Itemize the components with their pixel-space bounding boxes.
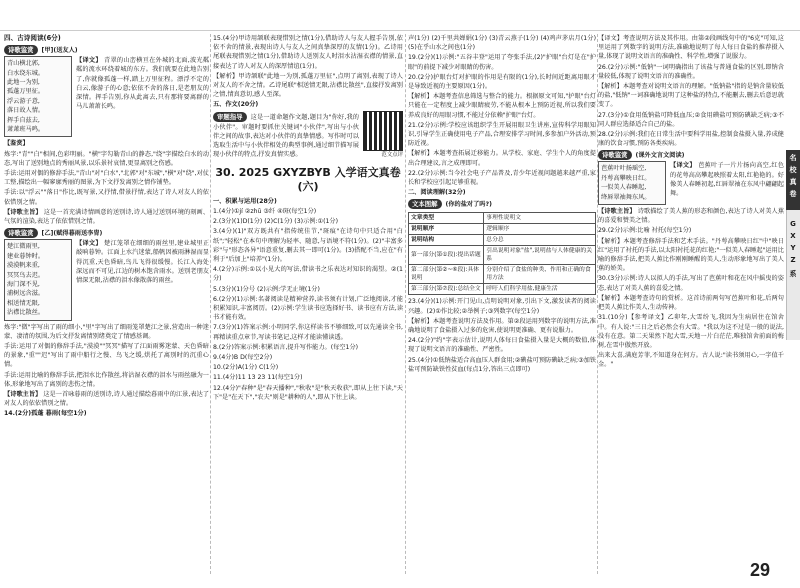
answer-item: 3.(4分)(1)"双方既共有"指传统佳节,"斑痕"在诗句中只适合用"白纸";"轻松"在本句中理解为轻率、随意,与语境不符(1分)。(2)"丰富多彩"与"形态各异"语意重复,删去其一即可(1分)。(3)搭配不当,应在"有利于"后加上"培养"(1分)。 xyxy=(213,228,403,264)
table-cell: 说明结构 xyxy=(409,235,484,246)
translation-text: 楚江笼罩在细细的雨丝里,建业城里正敲响暮钟。江面上水汽迷蒙,船帆因被雨淋湿而显得沉重,天色昏暗,鸟儿飞得很缓慢。长江入海处深远而不可见,江边的树木饱含雨水。送别老朋友情深无限,沾襟的泪水像散落的雨丝。 xyxy=(76,240,209,285)
table-cell: 第一部分(第①段):提出话题 xyxy=(409,246,484,265)
answer-item: 22.(2分)示例:当今社会电子产品普及,青少年近视问题越来越严重,家长和学校应引起足够重视。 xyxy=(408,169,596,187)
table-cell: 文章类型 xyxy=(409,213,484,224)
side-tab-char: Y xyxy=(790,244,796,252)
poem-line: 丹萼高攀映日红。 xyxy=(601,174,651,182)
answer-item: 9.(4分)B D(每空2分) xyxy=(213,354,273,362)
table-row xyxy=(409,213,596,224)
poem-block-b xyxy=(4,227,209,239)
analysis-paragraph: 手法:运用对偶的修辞手法,"青山"对"白水","北郭"对"东城","横"对"绕",对仗工整,描绘出一幅寥廓秀丽的图景,为下文抒发离别之情作铺垫。 xyxy=(4,170,209,187)
poem-c-text xyxy=(598,161,666,205)
qr-caption: 范文点评 xyxy=(381,151,403,158)
answer-item: 28.(2分)示例:我们在日常生活中要科学用盐,控制食盐摄入量,养成健康的饮食习惯,预防各类疾病。 xyxy=(598,131,784,148)
section-heading: 四、古诗阅读(6分) xyxy=(4,34,61,42)
poem-line: 相送情无限, xyxy=(7,299,40,307)
theme-a xyxy=(4,208,209,226)
table-row xyxy=(409,284,596,295)
tag-text-diagram: 文本图解 xyxy=(408,199,442,209)
answer-item: 19.(2分)(1)示例:"五谷丰登"运用了夸张手法,(2)"护眼"台灯是在"护眼"的前提下减少对眼睛的伤害。 xyxy=(408,54,596,71)
poem-line: 海门深不见, xyxy=(7,280,40,288)
answer-item: 26.(2分)示例:"低钠"一词明确指出了该盐与普通食盐的区别,即钠含量较低,体现了说明文语言的准确性。 xyxy=(598,63,784,80)
analysis-paragraph: 【解析】本题考查拓展迁移能力。从学校、家庭、学生个人的角度提出合理建议,言之成理即可。 xyxy=(408,150,596,167)
side-tab-char: 校 xyxy=(789,166,797,174)
section-heading: 二、阅读理解(32分) xyxy=(408,189,466,197)
answer-item: 1.(4分)①jí ②zhū ③纤 ④斑(每空1分) xyxy=(213,208,317,216)
poem-line: 建业暮钟时。 xyxy=(7,252,45,260)
theme-label: 【诗歌主旨】 xyxy=(598,208,636,216)
analysis-paragraph: 炼字:"微"字写出了雨的细小,"里"字写出了细雨笼罩楚江之景,营造出一种迷蒙、凄清的氛围,为后文抒发离情别绪奠定了情感基调。 xyxy=(4,323,209,340)
side-tab-char: G xyxy=(790,220,796,228)
answer-item: 25.(4分)①低钠盐适合高血压人群食用;②碘盐可预防碘缺乏病;③加铁盐可预防缺铁性贫血(每点1分,答出三点即可) xyxy=(408,356,596,373)
column-divider xyxy=(210,34,211,574)
translation-label: 【译文】 xyxy=(76,57,102,65)
answer-item: 6.(2分)(1)示例:名著阅读是精神营养,读书须有计划,广泛地阅读,才能积累知识,丰富阅历。(2)示例:学生读书应选择好书、读书应有方法,读书才能有效。 xyxy=(213,295,403,322)
table-cell: 引出说明对象"盐",说明盐与人体健康的关系 xyxy=(484,246,596,265)
column-2 xyxy=(213,34,403,574)
table-cell: 第二部分(第②~⑥段):具体说明 xyxy=(409,265,484,284)
answer-item: 12.(4分)"春种"是"春天播种","秋收"是"秋天收获",即从上往下读,"天下"是"在天下","农夫"则是"耕种的人",即从下往上读。 xyxy=(213,384,403,401)
answer-paragraph: 15.(4分)甲诗用颔联表现惜别之情(1分),借助诗人与友人握手告别,依依不舍的情景,表现出诗人与友人之间真挚深厚的友情(1分)。乙诗用尾联表现惜别之情(1分),借助诗人送别友人时泪水沾湿衣襟的情景,直接表达了诗人对友人的深厚情谊(1分)。 xyxy=(213,35,403,70)
table-row xyxy=(409,235,596,246)
poem-line: 一似美人春睡起, xyxy=(601,184,647,192)
answer-item: 23.(4分)(1)示例:开门见山,点明说明对象,引出下文,激发读者的阅读兴趣。(2)①作比较;②举例子;③列数字(每空1分) xyxy=(408,298,596,315)
theme-label: 【诗歌主旨】 xyxy=(4,208,42,216)
analysis-paragraph: 【解析】本题考查对说明文语言的理解。"低钠盐"指的是钠含量较低的盐,"低钠"一词准确地说明了这种盐的特点,不能删去,删去后意思就变了。 xyxy=(598,83,784,109)
answer-item: 11.(4分)11 13 23 11(每空1分) xyxy=(213,374,303,382)
theme-label: 【诗歌主旨】 xyxy=(4,390,42,398)
table-cell: 事理性说明文 xyxy=(484,213,596,224)
text-diagram-header xyxy=(408,198,596,210)
analysis-paragraph: 【解析】本题考查诗句的赏析。这首诗前两句写芭蕉叶和花,后两句把美人蕉比作美人,生动传神。 xyxy=(598,294,784,312)
answer-item: 7.(3分)(1)答案示例:小明同学,你这样读书不够细致,可以先通读全书,再精读重点章节,写读书笔记,这样才能读懂读透。 xyxy=(213,324,403,341)
side-tab-char: X xyxy=(790,232,796,240)
column-divider xyxy=(405,34,406,574)
table-row xyxy=(409,246,596,265)
poem-line: 浦树远含滋。 xyxy=(7,290,45,298)
translation-label: 【译文】 xyxy=(76,240,102,248)
poem-line: 楚江微雨里, xyxy=(7,243,40,251)
column-1 xyxy=(4,34,209,574)
poem-b-title: [乙](赋得暮雨送李胄) xyxy=(41,230,103,238)
answer-item: 2.(3分)(1)D(1分) (2)C(1分) (3)示例:①(1分) xyxy=(213,218,339,226)
poem-b-text xyxy=(4,239,72,320)
analysis-paragraph: 手法:运用比喻的修辞手法,把泪水比作散丝,将沾湿衣襟的泪水与雨丝融为一体,形象地写出了离别的悲伤之情。 xyxy=(4,371,209,388)
theme-text: 这是一首充满诗情画意的送别诗,诗人通过送别环境的刻画、气氛的渲染,表达了依依惜别之情。 xyxy=(4,208,209,226)
poem-line: 漠漠帆来重, xyxy=(7,262,40,270)
analysis-paragraph: 手法:运用了对偶的修辞手法,"漠漠""冥冥"描写了江面雨雾迷蒙、天色昏暗的景象,"重""迟"写出了雨中船行之慢、鸟飞之缓,烘托了离别时的沉重心情。 xyxy=(4,342,209,369)
question-14: 14.(2分)孤蓬 暮雨(每空1分) xyxy=(4,410,87,418)
analysis-paragraph: 【译文】考查说明方法及其作用。由第②段画线句中的"6克"可知,这里运用了列数字的说明方法,准确地说明了每人每日食盐的推荐摄入量,体现了说明文语言的准确性、科学性,增强了说服力。 xyxy=(598,35,784,61)
side-tab-char: Z xyxy=(790,256,796,264)
translation-label: 【译文】 xyxy=(670,162,696,170)
answer-item: 出来大喜,满庭芳菲,不知道身在何方。古人说:"读书须用心,一字值千金。" xyxy=(598,352,784,369)
poem-line: 浮云游子意, xyxy=(7,97,40,105)
text-diagram-title: (你的盐对了吗?) xyxy=(445,201,492,209)
answer-item: 4.(2分)示例:①以小见大的写法,借读书之乐表达对知识的渴望。②(1分) xyxy=(213,266,403,283)
top-rule xyxy=(0,30,800,31)
poem-line: 萧萧班马鸣。 xyxy=(7,126,45,134)
answer-item: 30.(3分)示例:诗人以拟人的手法,写出了芭蕉叶和花在风中摇曳的姿态,表达了对美人蕉的喜爱之情。 xyxy=(598,275,784,292)
side-tab-char: 真 xyxy=(789,178,797,186)
poem-c-title: (课外文言文阅读) xyxy=(635,152,685,160)
table-cell: 说明顺序 xyxy=(409,224,484,235)
answer-item: 10.(2分)A(1分) C(1分) xyxy=(213,364,279,372)
poem-line: 白水绕东城。 xyxy=(7,69,45,77)
answer-item: 29.(2分)示例:比喻 衬托(每空1分) xyxy=(598,227,692,235)
answer-item: 5.(3分)(1)分号 (2)示例:学无止境(1分) xyxy=(213,285,320,293)
page-number: 29 xyxy=(750,560,771,580)
analysis-paragraph: 手法:以"浮云""落日"作比,既写景,又抒情,借景抒情,表达了诗人对友人的依依惜别之情。 xyxy=(4,189,209,206)
tag-guidance: 审题指导 xyxy=(213,112,247,122)
tag-poem-appreciation: 诗歌鉴赏 xyxy=(4,228,38,238)
poem-line: 落日故人情。 xyxy=(7,107,45,115)
theme-text: 诗歌描绘了美人蕉的形态和颜色,表达了诗人对美人蕉的喜爱和赞美之情。 xyxy=(598,208,784,225)
table-row xyxy=(409,265,596,284)
guidance-text: 这是一道命题作文题,题目为"你好,我的小伙伴"。审题时要抓住关键词"小伙伴",写出与小伙伴之间的故事,表达对小伙伴的真挚情感。写作时可以选取生活中与小伙伴相处的典型事例,通过细节描写展现小伙伴的特点,抒发真情实感。 xyxy=(213,113,359,159)
analysis-paragraph: 炼字:"青""白"相间,色彩明丽。"横"字勾勒青山的静态,"绕"字描绘白水的动态,写出了送别地点的秀丽风景,以乐景衬哀情,更显离别之伤感。 xyxy=(4,150,209,167)
answer-item: 8.(2分)答案示例:积累语言,提升写作能力。(每空1分) xyxy=(213,343,359,351)
column-4 xyxy=(598,34,784,574)
answer-item: 20.(2分)护眼台灯对护眼的作用是有限的(1分),长时间近距离用眼才是导致近视的主要原因(1分)。 xyxy=(408,73,596,91)
table-cell: 逻辑顺序 xyxy=(484,224,596,235)
section-heading: 一、积累与运用(28分) xyxy=(213,197,277,205)
text-structure-table xyxy=(408,212,596,295)
side-tab-char: 卷 xyxy=(789,190,797,198)
poem-line: 绛唇翠袖舞东风。 xyxy=(601,193,651,201)
poem-line: 青山横北郭, xyxy=(7,60,40,68)
answer-item: 31.(10分)【参考译文】乙卯年,大雪纷飞,我因为生病居住在馆舍中。有人说:"三日之后必然会有大雪。"我以为这不过是一般的说法,没有在意。第二天果然下起大雪,天地一片白茫茫,唯独馆舍前面的梅树,在雪中傲然开放。 xyxy=(598,314,784,349)
poem-a-text xyxy=(4,56,72,137)
analysis-paragraph: 【解析】本题考查修辞手法和艺术手法。"丹萼高攀映日红"中"映日红"运用了衬托的手法,以太阳衬托花的红艳;"一似美人春睡起"运用比喻的修辞手法,把美人蕉比作刚刚睡醒的美人,生动形象地写出了美人蕉的娇美。 xyxy=(598,237,784,273)
answer-item: 24.(2分)"约"字表示估计,说明人体每日食盐摄入量是大概的数值,体现了说明文语言的准确性、严密性。 xyxy=(408,337,596,354)
theme-b xyxy=(4,390,209,408)
section-heading: 五、作文(20分) xyxy=(213,101,259,109)
poem-line: 挥手自兹去, xyxy=(7,116,40,124)
analysis-paragraph: 【解析】本题考查说明方法及作用。第②段运用列数字的说明方法,准确地说明了食盐摄入过多的危害,使说明更准确、更有说服力。 xyxy=(408,317,596,335)
translation-text: 青翠的山峦横亘在外城的北面,波光粼粼的流水环绕着城的东方。我们就要在此地告别了,你就像孤蓬一样,踏上万里征程。漂浮不定的白云,像游子的心意;依依不舍的落日,是老朋友的深情。挥手告别,你从此离去,只有那将要离群的马儿萧萧长鸣。 xyxy=(76,57,209,111)
side-tab-char: 名 xyxy=(789,154,797,162)
table-cell: 总分总 xyxy=(484,235,596,246)
poem-a-title: [甲](送友人) xyxy=(41,47,78,55)
poem-line: 孤蓬万里征。 xyxy=(7,88,45,96)
side-tab-char: 系 xyxy=(789,270,797,278)
tag-poem-appreciation: 诗歌鉴赏 xyxy=(4,45,38,55)
translation-text: 芭蕉叶子一片片扬向高空,红色的花萼高高攀起映照着太阳,红艳艳的。好像美人春睡初起,红唇翠袖在东风中翩翩起舞。 xyxy=(670,162,784,198)
appreciation-label: 【鉴赏】 xyxy=(4,140,29,148)
table-cell: 分别介绍了食盐的种类、作用和正确的食用方法 xyxy=(484,265,596,284)
tag-poem-appreciation: 诗歌鉴赏 xyxy=(598,150,632,160)
theme-c xyxy=(598,207,784,225)
poem-line: 芭蕉叶叶扬瑶空, xyxy=(601,165,647,173)
table-row xyxy=(409,224,596,235)
theme-text: 这是一首咏暮雨的送别诗,诗人通过描绘暮雨中的江景,表达了对友人的依依惜别之情。 xyxy=(4,390,209,408)
poem-line: 冥冥鸟去迟。 xyxy=(7,271,45,279)
table-cell: 第三部分(第⑦段):总结全文 xyxy=(409,284,484,295)
answer-item: 27.(3分)①食用低钠盐可降低血压;②食用碘盐可预防碘缺乏病;③不同人群应选择适合自己的盐。 xyxy=(598,111,784,128)
exam-title: 30. 2025 GXYZBYB 入学语文真卷(六) xyxy=(215,165,401,193)
analysis-paragraph: 【解析】本题考查信息筛选与整合的能力。根据原文可知,"护眼"台灯只能在一定程度上减少眼睛疲劳,不能从根本上预防近视,所以我们要养成良好的用眼习惯,不能过分依赖"护眼"台灯。 xyxy=(408,93,596,119)
poem-block-c xyxy=(598,149,784,161)
qr-code-icon[interactable] xyxy=(363,111,403,151)
column-3 xyxy=(408,34,596,574)
analysis-paragraph: 【解析】甲诗颔联"此地一为别,孤蓬万里征",点明了离别,表现了诗人对友人的不舍之情。乙诗尾联"相送情无限,沾襟比散丝",直接抒发离别之情,情真意切,感人至深。 xyxy=(213,72,403,99)
poem-line: 此地一为别, xyxy=(7,79,40,87)
poem-line: 沾襟比散丝。 xyxy=(7,309,45,317)
table-cell: 呼吁人们科学用盐,健康生活 xyxy=(484,284,596,295)
poem-block-a xyxy=(4,44,209,56)
answer-item: 声(1分) (2)千里共婵娟(1分) (3)青云燕子(1分) (4)鸡声茅店月(1分) (5)在乎山水之间也(1分) xyxy=(408,35,596,52)
answer-item: 21.(2分)示例:学校应该组织学生开展用眼卫生讲座,宣传科学用眼知识,引导学生正确使用电子产品,合理安排学习时间,多参加户外活动,预防近视。 xyxy=(408,121,596,148)
